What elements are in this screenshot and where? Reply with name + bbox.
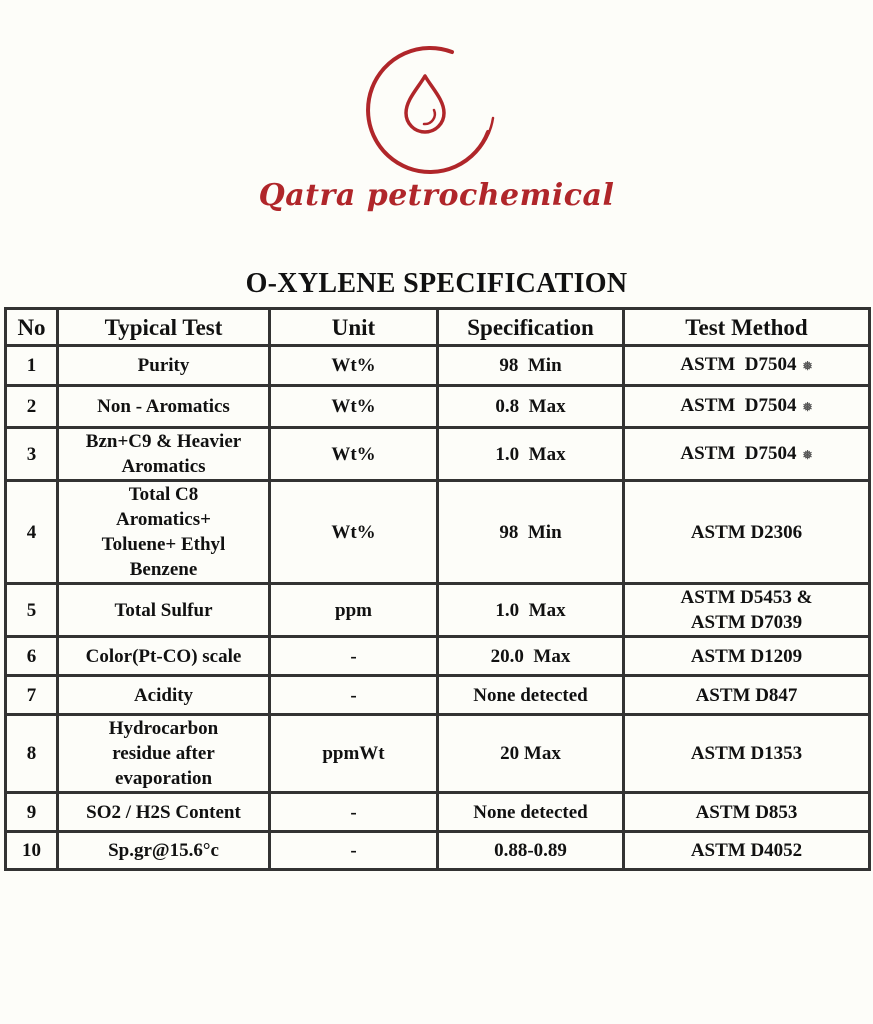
table-header-row [6,309,870,346]
method-text: ASTM D7504 [680,395,797,416]
row-unit: Wt% [270,428,438,481]
table-row [6,676,870,715]
table-row [6,481,870,584]
row-spec: 0.88-0.89 [438,832,624,870]
row-test: Acidity [58,676,270,715]
header-no: No [6,309,58,346]
row-test: SO2 / H2S Content [58,793,270,832]
row-method: ASTM D2306 [624,481,870,584]
row-no: 4 [6,481,58,584]
row-no: 2 [6,386,58,428]
row-method: ASTM D853 [624,793,870,832]
row-test: Total C8 Aromatics+ Toluene+ Ethyl Benzene [58,481,270,584]
row-spec: 1.0 Max [438,428,624,481]
header-test-method: Test Method [624,309,870,346]
table-row [6,346,870,386]
row-method: ASTM D1209 [624,637,870,676]
row-test: Color(Pt-CO) scale [58,637,270,676]
specification-table [4,307,871,871]
snowflake-icon: ❅ [802,447,813,462]
row-unit: Wt% [270,386,438,428]
row-no: 8 [6,715,58,793]
table-row [6,715,870,793]
row-unit: ppm [270,584,438,637]
row-spec: 1.0 Max [438,584,624,637]
row-spec: 98 Min [438,346,624,386]
row-test: Bzn+C9 & Heavier Aromatics [58,428,270,481]
table-row [6,584,870,637]
row-spec: 20 Max [438,715,624,793]
row-spec: 0.8 Max [438,386,624,428]
header-specification: Specification [438,309,624,346]
row-method: ASTM D1353 [624,715,870,793]
row-no: 1 [6,346,58,386]
row-method [624,386,870,428]
row-test: Non - Aromatics [58,386,270,428]
row-unit: ppmWt [270,715,438,793]
row-method [624,428,870,481]
row-unit: - [270,676,438,715]
row-method: ASTM D847 [624,676,870,715]
snowflake-icon: ❅ [802,400,813,414]
table-row [6,793,870,832]
row-spec: 98 Min [438,481,624,584]
row-no: 6 [6,637,58,676]
header-typical-test: Typical Test [58,309,270,346]
row-test: Sp.gr@15.6°c [58,832,270,870]
row-no: 10 [6,832,58,870]
row-method: ASTM D5453 & ASTM D7039 [624,584,870,637]
brand-name: Qatra petrochemical [258,178,615,213]
row-spec: 20.0 Max [438,637,624,676]
row-method [624,346,870,386]
row-unit: - [270,637,438,676]
row-spec: None detected [438,793,624,832]
row-no: 3 [6,428,58,481]
row-unit: - [270,832,438,870]
row-method: ASTM D4052 [624,832,870,870]
row-unit: - [270,793,438,832]
header-unit: Unit [270,309,438,346]
table-row [6,832,870,870]
row-unit: Wt% [270,481,438,584]
row-test: Purity [58,346,270,386]
method-text: ASTM D7504 [680,354,797,375]
row-no: 5 [6,584,58,637]
row-test: Total Sulfur [58,584,270,637]
page-title: O-XYLENE SPECIFICATION [245,268,628,299]
row-unit: Wt% [270,346,438,386]
method-text: ASTM D7504 [680,442,797,464]
row-test: Hydrocarbon residue after evaporation [58,715,270,793]
row-no: 7 [6,676,58,715]
snowflake-icon: ❅ [802,359,813,373]
row-spec: None detected [438,676,624,715]
table-row [6,637,870,676]
table-row [6,386,870,428]
table-row [6,428,870,481]
row-no: 9 [6,793,58,832]
